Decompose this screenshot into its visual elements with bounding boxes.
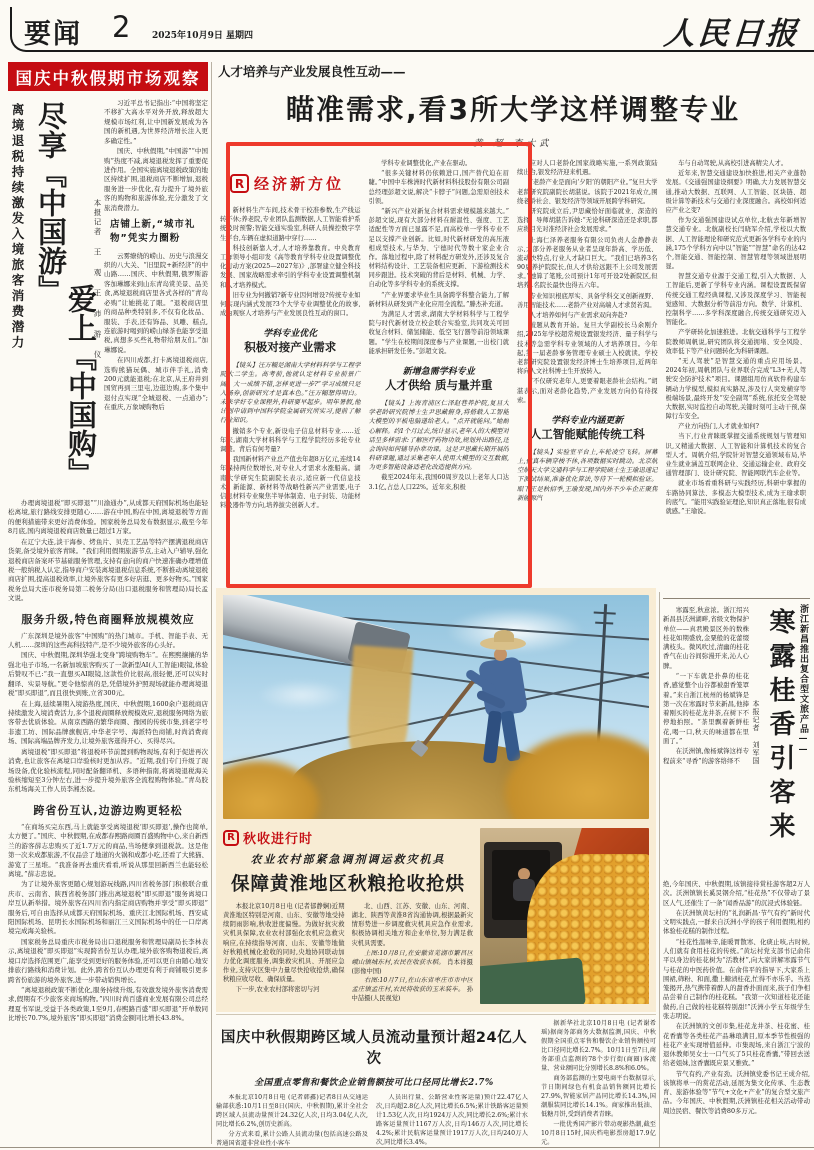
- body-paragraph: 为满足人才需求,湖南大学材料科学与工程学院与时代新材设立校企联合实验室,共同攻关可回收复合材料、储氢储能、低空飞行器等前沿领域课题。“学生在校期间深度参与产业课题,一出校门就能承担研发任务。”彭超文说。: [368, 311, 509, 355]
- xinhua-brief-column: [541, 1018, 656, 1146]
- body-paragraph: 习近平总书记指出:“中国将坚定不移扩大高水平对外开放,释放超大规模市场红利,让中国新发展成为各国的新机遇,为世界经济增长注入更多确定性。”: [104, 99, 208, 145]
- body-paragraph: 智慧交通专业源于交通工程,引入大数据、人工智能后,更新了学科专业内涵。课程设置既保留传统交通工程经典课程,又涉及深度学习、智能视觉感知、大数据分析等前沿方向。数学、计算机、控制科学……多学科深度融合,传统交通研究迈入智能化。: [665, 273, 806, 327]
- body-paragraph: 作为交通强国建设试点单位,北航去年新增智慧交通专业。北航副校长闫晓军介绍,学校以大数据、人工智能理论和研究范式更新各学科专业的内涵,175个学科方向中以“智能”“智慧”命名的达42个,智能交通、智能控制、智慧管理等领域进展明显。: [665, 217, 806, 271]
- body-paragraph: 人才培养如何与产业需求双向奔赴?: [529, 312, 628, 319]
- main-column-4: [666, 159, 807, 589]
- hanlu-article: [663, 598, 810, 1147]
- travel-flow-columns: [216, 1094, 532, 1150]
- main-subhead-3: [517, 413, 658, 442]
- left-article-head: [8, 99, 208, 495]
- hanlu-head-block: [663, 604, 810, 880]
- body-paragraph: 本报北京10月8日电 (记者郁静娴)近期黄淮地区特别是河南、山东、安徽等地受持续阴雨影响,秋收进度偏慢。为做好抗灾救灾机具保障,农业农村部强化农机应急救灾响应,在持续指导河南、山东、安徽等地做好秋粮机械化抢收的同时,央地协同联动加力优化调度服务,调集救灾机具、开展应急作业,支持灾区集中力量尽快抢收抢烘,确保秋粮应收尽收、确保质量。: [223, 903, 345, 983]
- body-paragraph: 下一步,农业农村部将密切与河: [235, 986, 320, 994]
- subhead-line: 积极对接产业需求: [244, 340, 337, 355]
- green-tarp: [480, 957, 586, 1004]
- page-bottom-rule: [0, 1147, 814, 1148]
- rui-logo-icon: R: [230, 174, 249, 193]
- body-paragraph: 在四川成都,打卡离境退税商店,选购熊猫玩偶、城市伴手礼,消费200元就能退税;在北京,从王府井到国贸再到三里屯,边逛边购,多个集中退付点实现“全城退税、一点通办”;在重庆,万象城购物后: [104, 356, 208, 412]
- hanlu-kicker: 浙江新昌推出复合型文旅产品——: [798, 604, 808, 756]
- photo-credit: 肖本祥摄(影像中国): [351, 958, 473, 975]
- body-paragraph: 离境退税“即买即退”将退税环节前置到购物现场,有利于促进再次消费,也让旅客在离境口岸验核时更加从容。“近期,我们专门升级了现场设备,优化验核流程,同时配备翻译机、多语种指南,将离境退税海关验核缩短至3分钟左右,进一步提升境外旅客全流程购物体验。”青岛胶东机场海关工作人员李湘杰说。: [8, 747, 208, 794]
- body-paragraph: 商务部监测的主要电商平台数据显示,节日期间绿色有机食品销售额同比增长27.9%,智能家居产品同比增长14.3%,国潮服装同比增长14.1%。商家推出低油、低糖月饼,受到消费者青睐。: [541, 1074, 656, 1118]
- farmer-leg: [500, 710, 521, 761]
- scene-paragraph: 【镜头】上海青浦区仁泽赵巷养护院,复旦大学老龄研究院博士生尹思藏俯身,将搭载人工智能大模型的平板电脑递给老人。“点开就能问。”她耐心解释。约1个月过去,统计显示,老年人的大模型对话呈多样需求:了解医疗药物功效,规划外出路径,还会询问如何辅导孙辈功课。这是尹思藏长期开展的科研课题,通过采集老年人使用大模型的交互数据,为更多智能设备适老化改造提供方向。: [368, 399, 509, 472]
- body-paragraph: 办理离境退税“即买即退”“川渝通办”,从成都天府国际机场也能轻松离境,旅行路线安排更随心……游在中国,购在中国,离境退税等方面的便利措施带来更好消费体验。国家税务总局发布数据显示,截至今年8月底,国内离境退税商店数量已超过1万家。: [8, 499, 208, 536]
- body-paragraph: 为了让境外旅客更随心规划游玩线路,四川省税务部门积极联合重庆市、云南省、陕西省税务部门推出离境退税“即买即退”服务离境口岸互认新举措。境外旅客在四川省内指定商店购物并享受“即买即退”服务后,可自由选择从成都天府国际机场、重庆江北国际机场、西安咸阳国际机场、昆明长水国际机场和丽江三义国际机场中的任一口岸离境完成海关验核。: [8, 880, 208, 936]
- harvest-columns: [223, 902, 473, 1020]
- photo-caption-top: [352, 949, 474, 976]
- left-subhead-2: 服务升级,特色商圈释放规模效应: [21, 612, 195, 626]
- body-paragraph: 在沃洲镇的文创市集,桂花龙井茶、桂花蜜、桂花香囊等各类桂花产品琳琅满目,原本季节性极强的桂花产业实现增值延伸。市集现场,来自浙江宁波的退休教师吴女士一口气买了5只桂花香囊,“带回去送给老姐妹,这香囊既应景又雅致。”: [663, 1022, 810, 1068]
- body-paragraph: “桂花性温味辛,能暖胃散寒、化痰止咳,古时候,人们就有食用桂花的传统。”黄坛村党支部书记俞伟平以身边的桂花树为“活教材”,向大家讲解寒露节气与桂花的中医药价值。在俞伟平的指导下,大家系上围裙,筛粉、和面,撒上糖渍桂花,忙得不亦乐乎。当蒸笼揭开,热气携带着醉人的甜香扑面而来,孩子们争相品尝着自己制作的桂花糕。“我第一次知道桂花还能做药,自己做的桂花糕特别甜!”沃洲小学五年级学生张志明说。: [663, 937, 810, 1020]
- harvest-column-2: [352, 902, 474, 1020]
- subhead-line: 人工智能赋能传统工科: [529, 426, 645, 441]
- travel-flow-subhead: 全国重点零售和餐饮企业销售额按可比口径同比增长2.7%: [254, 1078, 494, 1088]
- body-paragraph: 截至2024年末,我国60周岁及以上老年人口达3.1亿,占总人口22%。近年来,积极: [368, 474, 509, 491]
- body-paragraph: 撤销多个专业,新设电子信息材料专业……近年来,湖南大学材料科学与工程学院经历多轮专业调整。背后有何考量?: [220, 427, 361, 453]
- main-column-1: [220, 159, 361, 589]
- page-number: 2: [112, 10, 131, 44]
- body-paragraph: 破题从教育开始。复旦大学副校长马余刚介绍,2025年学校超常规设置银发经济、量子科学与技术等急需学科专业领域的人才培养项目。今年起,第一届老龄事务管理专业硕士入校就读。学校老龄研究院设置银发经济博士生培养项目,近两年将向人文社科博士生开放转入。: [517, 322, 658, 376]
- main-column-2: [369, 159, 510, 589]
- main-byline: 黄 超 李大武: [473, 139, 553, 149]
- subhead-line: 学科专业内涵更新: [551, 415, 624, 426]
- subhead-line: 新增急需学科专业: [402, 366, 475, 377]
- straw-hat: [480, 637, 526, 650]
- body-paragraph: 就业市场看重科研与实践经历,科研中掌握的车路协同算法、多模态大模型技术,成为王瑜求职的底气。“能用实践验证理论,知识真正落地,很有成就感。”王瑜说。: [665, 480, 806, 515]
- body-paragraph: “新兴产业对新复合材料需求规模越来越大。”彭超文说,现有大部分材料在耐温性、强度、工艺适配性等方面已显露不足,而高校单一学科专业不足以支撑产业创新。比如,时代新材研发的高压液相成型技术,与华为、宁德时代等数十家企业合作。落地过程中,除了材料配方研发外,还涉及复合材料结构设计、工艺装备相应更新、下游检测技术同步跟进。技术突破的背后是材料、机械、力学、自动化等多学科专业的系统支撑。: [368, 207, 509, 289]
- left-article-headline-1: 尽享『中国游』: [34, 101, 68, 304]
- main-kicker: 人才培养与产业发展良性互动——: [218, 64, 406, 79]
- body-paragraph: 产学研转化加速推进。北航交通科学与工程学院教师周帆说,研究团队将交通拥堵、安全风险、效率低下等产业问题转化为科研课题。: [665, 329, 806, 355]
- photo-credit: 孙中喆摄(人民视觉): [351, 986, 473, 1003]
- hanlu-byline: 本报记者 刘军国: [752, 700, 760, 765]
- photo-caption-right: [352, 976, 474, 1003]
- autumn-harvest-label-text: 秋收进行时: [243, 832, 314, 847]
- body-paragraph: 一批优秀国产影片带动观影热潮,截至10月8日15时,国庆档电影票房超17.9亿元。: [541, 1120, 656, 1146]
- left-subhead-3: 跨省份互认,边游边购更轻松: [33, 803, 183, 817]
- body-paragraph: “离境退税政策不断优化,服务持续升级,有效激发境外旅客消费需求,假期有不少旅客来商场购物。”四川时尚百盛商业发展有限公司总经理夏书军说,受益于各类政策,1至9月,春熙路百盛“即买即退”开单数同比增长70.7%,境外旅客“即买即退”消费金额同比增长43.8%。: [8, 985, 208, 1023]
- column-divider: [211, 62, 212, 1144]
- body-paragraph: “一下车就是扑鼻的桂花香,感觉整个山谷都被甜香笼罩着。”来自浙江杭州的杨斌锋是第一次在寒露时节来新昌,他捧着刚买的桂花龙井茶,在树下不停地拍照。“茶里飘着新鲜桂花,喝一口,秋天的味道都在里面了。”: [663, 671, 749, 745]
- rui-logo-icon: R: [223, 830, 239, 846]
- body-paragraph: 北、山西、江苏、安徽、山东、河南、湖北、陕西等黄淮8省沟通协调,根据最新灾情形势进一步调度救灾机具应急作业需求,积极协调相关地方和企业单位,努力满足救灾机具需要。: [351, 903, 473, 947]
- body-paragraph: “在商场买完东西,马上就能享受离境退税‘即买即退’,操作也简单,太方便了。”国庆、中秋假期,在成都春熙路商圈百盛购物中心,来自新西兰的游客薛志忠购买了近1.7万元的商品,当场便拿到退税款。这是他第一次来成都旅游,不仅品尝了地道的火锅和成都小吃,还看了大熊猫、游览了三星堆。“我准备再去重庆看看,听说从那里回新西兰也能轻松离境。”薛志忠说。: [8, 822, 208, 878]
- harvest-photo-section: [216, 588, 656, 1012]
- left-article-headline-2: 爱上『中国购』: [64, 284, 98, 487]
- harvest-text: [223, 826, 473, 1020]
- hanlu-headline: 寒露桂香引客来: [765, 608, 795, 846]
- body-paragraph: 我国新材料产业总产值去年超8万亿元,连续14年保持两位数增长,对专业人才需求水涨船高。湖南大学研究生院副院长表示,适应新一代信息技术、新能源、新材料等战略性新兴产业需要,电子信息材料专业聚焦半导体制造、电子封装、功能材料及器件等方向,培养拔尖创新人才。: [220, 456, 361, 510]
- body-paragraph: 寒露至,秋意浓。浙江绍兴新昌县沃洲湖畔,省级文物保护单位——真君殿景区外的数株桂花如期盛放,金粟般的花蕾缀满枝头。微风吹过,清幽的桂花香气在山谷间弥漫开来,沁人心脾。: [663, 606, 749, 670]
- caption-text: 右图:10月7日,在山东省枣庄市市中区孟庄镇孟庄村,农民将收获的玉米装车。: [351, 977, 473, 994]
- subhead-line: 人才供给 质与量并重: [384, 377, 493, 392]
- body-paragraph: 在上海,延续暑期入境游热度,国庆、中秋假期,1600余户退税商店持续激发入境消费活力,多个退税商圈释放规模效应,退税服务网络为旅客带去优质体验。从南京西路的繁华商圈、豫园的传统市集,到老字号非遗工坊、国际品牌旗舰店,中华老字号、海派特色商铺,时尚消费商场、国际高端品牌齐发力,让境外旅客逛得开心、买得尽兴。: [8, 699, 208, 746]
- harvest-kicker: 农业农村部紧急调剂调运救灾机具: [250, 853, 446, 866]
- travel-flow-main: [216, 1018, 532, 1147]
- economy-section-label: [230, 173, 361, 194]
- body-paragraph: 本报北京10月8日电 (记者韩鑫)记者8日从交通运输部获悉:10月1日至8日(国庆、中秋假期),累计全社会跨区域人员流动量预计24.32亿人次,日均3.04亿人次,同比增长6.2%,创历史新高。: [216, 1094, 368, 1128]
- body-paragraph: 产业方向热门,人才就业如何?: [678, 423, 760, 431]
- economy-section-label-text: 经济新方位: [254, 175, 345, 193]
- body-paragraph: 据新华社北京10月8日电 (记者谢希瑶)据商务部商务大数据监测,国庆、中秋假期全国重点零售和餐饮企业销售额按可比口径同比增长2.7%。10月1日至7日,商务部重点监测的78个步行街(商圈)客流量、营业额同比分别增长8.8%和6.0%。: [541, 1020, 656, 1072]
- column-divider: [659, 592, 660, 1147]
- body-paragraph: 车与自动驾驶,从高校引进高精尖人才。: [678, 160, 788, 167]
- body-paragraph: 人员出行量、公路营业性客运量)预计22.47亿人次,日均超2.8亿人次,同比增长6.5%;累计铁路客运量预计1.53亿人次,日均1924万人次,同比增长2.6%;累计水路客运量预计1167万人次,日均146万人次,同比增长4.2%;累计民航客运量预计1917万人次,日均240万人次,同比增长3.4%。: [376, 1094, 528, 1146]
- masthead-logo: 人民日报: [662, 16, 802, 52]
- body-paragraph: 近年来,智慧交通建设加快推进,相关产业蓬勃发展。《交通强国建设纲要》明确,大力发展智慧交通,推动大数据、互联网、人工智能、区块链、超级计算等新技术与交通行业深度融合。高校如何适应产业之变?: [665, 170, 806, 214]
- body-paragraph: 应对人口老龄化国家战略实施,一系列政策陆续出台,银发经济迎来机遇。: [517, 160, 658, 177]
- subhead-line: 学科专业优化: [263, 329, 318, 340]
- main-columns: [216, 159, 810, 589]
- left-column: [8, 62, 208, 1146]
- left-article-byline: 本报记者 王 观 王 沛 游 仪: [93, 199, 102, 360]
- body-paragraph: 上海仁泽养老服务有限公司负责人金静静表示,大部分养老服务从业者呈现年龄高、学历低、流动快特点,行业人才缺口巨大。“我们已培养3名90后养护院院长,但人才供给远跟不上公司发展需求。”她算了笔账,公司预计1年可开设2处新院区,但培养1名院长最快也得五六年。: [517, 236, 658, 290]
- body-paragraph: “不仅研究老年人,更要着眼老龄社会结构。”胡湛表示,面对老龄化趋势,产业发展方向仍有待探索。: [517, 378, 658, 404]
- body-paragraph: 在辽宁大连,淡干海参、烤鱼片、贝壳工艺品等特产摆满退税商店货架,备受境外旅客青睐。“我们利用假期旅游节点,主动入户辅导,强化退税商店备案环节基础服务管理,支持有意向的商户快速准确办理增值税一般纳税人认定,指导商户安装离境退税信息系统,不断推动离境退税商店扩围,提高退税效率,让境外旅客有更多好店逛、更多好物买。”国家税务总局大连市税务局第二税务分局(出口退税服务和管理局)局长孟文说。: [8, 537, 208, 603]
- main-subhead-2: [369, 364, 510, 393]
- body-paragraph: 旧专业为何撤销?新专业因何增设?传统专业如何实现内涵式发展?3个大学专业调整优化的故事,成为观察人才培养与产业发展良性互动的窗口。: [220, 291, 361, 318]
- hanlu-body: [663, 880, 810, 1116]
- body-paragraph: “很多关键材料仍依赖进口,国产替代迫在眉睫。”中国中车株洲时代新材料科技股份有限公司副总经理彭超文说,解决“卡脖子”问题,急需原创技术引领。: [368, 170, 509, 205]
- photo-cloud: [257, 680, 347, 710]
- farmer-figure: [462, 637, 532, 767]
- scene-paragraph: 【镜头】实验室平台上,车轮凌空飞转。屏幕上,仿真车辆穿梭不休,各项数据实时跳动。北京航空航天大学交通科学与工程学院硕士生王瑜迅速记下测试结果,准备优化算法,等待下一轮模拟验证。眼下正是秋招季,王瑜发现,国内外不少车企正聚焦新能源汽: [517, 448, 658, 502]
- main-column-3: [517, 159, 658, 589]
- body-paragraph: “产业界要求毕业生具备跨学科整合能力,了解新材料从研发到产业化应用全流程。”滕杰补充道。: [368, 291, 509, 308]
- rice-harvest-photo: [223, 595, 649, 819]
- body-paragraph: 云雾缭绕的崂山、历史与浪漫交织的八大关、“旧里院+新经济”的中山路……国庆、中秋假期,俄罗斯游客加琳娜来到山东青岛赏美景、品美食,离境退税商店里各式各样的“青岛必购”让她挑花了眼。“退税商店里的商品种类特别多,不仅有化妆品、服装、手表,还有饰品、贝雕、糕点,连旅游时喝到的崂山绿茶也能享受退税,真想多买些礼物带给朋友们。”加琳娜说。: [104, 251, 208, 354]
- section-title: 要闻: [24, 19, 82, 50]
- body-paragraph: 国庆、中秋假期,“中国游”“中国购”热度不减,离境退税发挥了重要促进作用。全国实施离境退税政策的地区持续扩围,退税商店不断增加,退税服务进一步优化,有力提升了境外旅客的购物和旅游体验,充分激发了文旅消费潜力。: [104, 147, 208, 212]
- body-paragraph: 节气有约,产业有劲。沃洲镇党委书记王成介绍,该镇将单一的赏花活动,延展为集文化传承、生态教育、旅游体验等“节气+文化+产业”的复合型文旅产品。今年国庆、中秋假期,沃洲镇桂花相关活动带动周边民宿、餐饮等消费80多万元。: [663, 1069, 810, 1115]
- harvest-news-block: [223, 826, 649, 1020]
- body-paragraph: 新材料生产车间,技术骨干校准参数,生产线运转不休;养老院,专业团队监测数据,人工智能看护系统及时预警;智能交通实验室,科研人员操控数字孪生平台,车辆在虚拟道路中穿行……: [220, 207, 361, 242]
- caption-text: 上图:10月8日,在安徽省芜湖市繁昌区峨山镇城东村,农民在收获水稻。: [351, 949, 473, 966]
- body-paragraph: “无人驾驶”是智慧交通的重点应用场景。2024年初,周帆团队与业界联合完成“L3+无人驾驶安全防护技术”项目。课题组用仿真软件构建车辆动力学模型,模拟真实路况,涉及行人突发横穿等极端场景,最终开发“安全副驾”系统,依托安全驾驶大数据,实时监控自动驾驶,关键时刻可主动干预,保障行车安全。: [665, 357, 806, 421]
- body-paragraph: 国家税务总局重庆市税务局出口退税服务和管理局副局长李林表示,离境退税“即买即退”实现跨省份互认办理,境外旅客购物退税后,离境口岸选择范围更广,能享受到更好的服务体验,还可以更自由随心地安排旅行路线和消费计划。此外,跨省份互认办理更有利于商铺吸引更多跨省份旅游的境外旅客,进一步带动销售增长。: [8, 937, 208, 984]
- main-article: [216, 60, 810, 590]
- body-paragraph: 在沃洲镇,像杨斌锋这样专程前来“寻香”的游客络绎不: [663, 747, 749, 765]
- farmer-leg: [482, 710, 501, 763]
- corn-loading-photo: [480, 828, 649, 1004]
- hanlu-intro: [663, 606, 749, 878]
- flow-column-1: [216, 1094, 368, 1150]
- main-subhead-1: [220, 326, 361, 355]
- left-article-lead: [104, 99, 208, 495]
- travel-flow-headline: 国庆中秋假期跨区域人员流动量预计超24亿人次: [220, 1030, 528, 1067]
- autumn-harvest-label: [223, 828, 473, 847]
- left-article-subtitle: 离境退税持续激发入境旅客消费潜力: [10, 103, 25, 351]
- body-paragraph: 广东深圳是境外旅客“中国购”的热门城市。手机、智能手表、无人机……深圳的这些高科技特产,是不少境外旅客的心头好。: [8, 631, 208, 650]
- left-article-body: [8, 499, 208, 1024]
- body-paragraph: 国庆、中秋假期,深圳华强北变身“跨境购物车”。在熙熙攘攘的华强北电子市场,一名新加坡旅客购买了一款新型AI(人工智能)眼镜,体验后赞叹不已:“我一直想买AI眼镜,这款性价比很高,很轻便,还可以实时翻译、实景导航。”更令他惊喜的是,凭借境外护照现场就能办理离境退税“即买即退”,而且很快到账,立省300元。: [8, 651, 208, 698]
- body-paragraph: 当下,行业青睐既掌握交通系统规划与管理知识,又精通大数据、人工智能和计算机技术的复合型人才。周帆介绍,学院针对智慧交通领域布局,毕业生就业涵盖互联网企业、交通运输企业、政府交通管理部门、设计研究院、智能网联汽车企业等。: [665, 433, 806, 478]
- body-paragraph: 研究院成立后,尹思藏恰好面临就业、深造的选择。导师胡湛告诉她:“无论科研深造还是求职,都应将目光对准经济社会发展需求。”: [517, 207, 658, 234]
- market-watch-banner: 国庆中秋假期市场观察: [8, 62, 208, 91]
- travel-flow-article: [216, 1014, 656, 1147]
- page-header: [0, 0, 814, 58]
- harvest-headline: 保障黄淮地区秋粮抢收抢烘: [230, 874, 465, 895]
- body-paragraph: 科技创新靠人才,人才培养靠教育。中央教育工作领导小组印发《高等教育学科专业设置调整优化行动方案(2025—2027年)》,部署建立健全科技发展、国家战略需求牵引的学科专业设置调整机制和人才培养模式。: [220, 244, 361, 289]
- body-paragraph: 绝,今年国庆、中秋假期,该镇接待赏桂游客超2万人次。沃洲镇镇长奚炅钢介绍,“桂花热”不仅带动了景区人气,还催生了一条“闻香品游”的沉浸式体验链。: [663, 880, 810, 907]
- main-headline: 瞄准需求,看3所大学这样调整专业: [285, 93, 741, 126]
- body-paragraph: 在沃洲镇黄坛村的“礼润新昌·节气有约”新时代文明实践点,一群来自沃洲小学的孩子利用假期,相约体验桂花糕的制作过程。: [663, 908, 810, 936]
- flow-column-2: [376, 1094, 528, 1150]
- harvest-column-1: [223, 902, 345, 1020]
- left-subhead-1: 店铺上新,“城市礼物”凭实力圈粉: [110, 219, 196, 245]
- page-date: 2025年10月9日 星期四: [152, 31, 253, 41]
- scene-paragraph: 【镜头】汪万幅是湖南大学材料科学与工程学院大二学生。高考前,他就认定材料专业前景广阔。大一成绩不错,怎样更进一步?“学习成绩只是入场券,创新研究才是真本色。”汪万幅想得明白。未来学好专业课程外,科研要早起步。明年暑假,他计划申请到中国科学院金属研究所实习,提前了解行业知识。: [220, 362, 361, 425]
- driver-figure: [518, 868, 530, 880]
- body-paragraph: “老龄产业是面向‘夕阳’的朝阳产业。”复旦大学老龄研究院副院长胡湛说。该院于2021年成立,围绕老龄社会、银发经济等领域开展跨学科研究。: [517, 179, 658, 205]
- body-paragraph: 学科专业调整优化,产业在驱动。: [381, 160, 472, 167]
- body-paragraph: 专业知识根底厚实、具备学科交叉创新视野、善用智能技术……老龄产业对高端人才求贤若渴。: [517, 292, 658, 309]
- body-paragraph: 分方式来看,累计公路人员流动量(包括高速公路及普通国省道非营业性小客车: [216, 1130, 368, 1147]
